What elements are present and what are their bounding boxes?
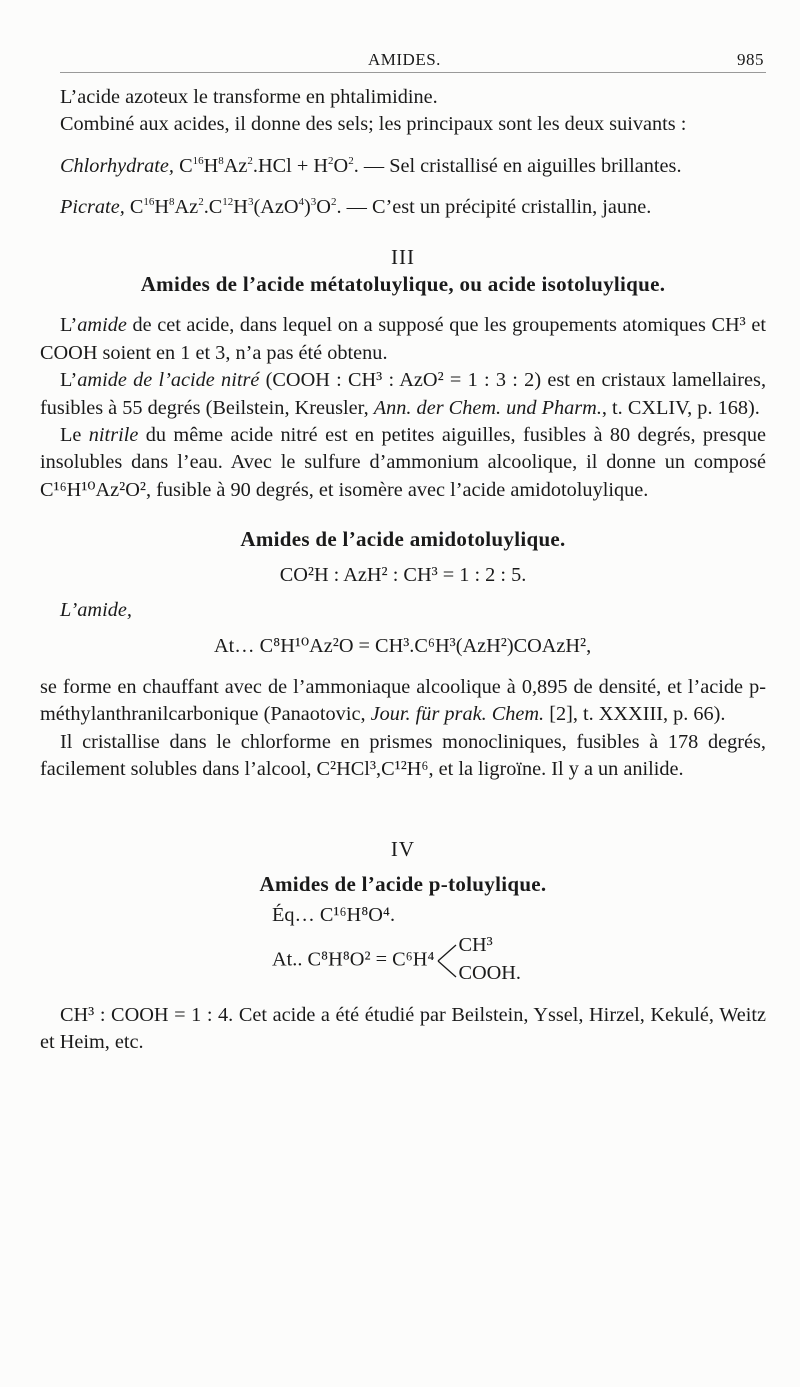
section-heading-metatoluylique: Amides de l’acide métatoluylique, ou acide isotoluylique.	[140, 272, 666, 297]
picrate-formula: $C^{16}H^8Az^2.C^{12}H^3(AzO^4)^3O^2$.	[129, 196, 342, 219]
page-number: 985	[737, 50, 764, 69]
branch-bottom-group: COOH.	[458, 961, 521, 984]
running-title: AMIDES.	[368, 50, 441, 69]
paragraph-nitrile: Le nitrile du même acide nitré est en petites aiguilles, fusibles à 80 degrés, presque insolubles dans l’eau. Avec le sulfure d’ammonium alcoolique, il donne un composé C¹⁶H¹⁰Az²O², fusible à 90 degrés, et isomère avec l’acide amidotoluylique.	[40, 424, 766, 501]
paragraph-cristallise: Il cristallise dans le chlorforme en prismes monocliniques, fusibles à 178 degrés, facilement solubles dans l’alcool, C²HCl³,C¹²H⁶, et la ligroïne. Il y a un anilide.	[40, 730, 766, 781]
page-header	[0, 50, 800, 74]
paragraph-se-forme	[40, 674, 766, 729]
toluyl-eq-formula: Éq… C¹⁶H⁸O⁴.	[272, 904, 396, 927]
amide-nitre-text: (COOH : CH³ : AzO² = 1 : 3 : 2) est en cristaux lamellaires, fusibles à 55 degrés (Beilstein, Kreusler,	[40, 369, 767, 419]
paragraph-amide-nitre: L’amide de l’acide nitré (COOH : CH³ : AzO² = 1 : 3 : 2) est en cristaux lamellaires, fusibles à 55 degrés (Beilstein, Kreusler, Ann. der Chem. und Pharm., t. CXLIV, p. 168).	[40, 369, 767, 419]
amide-at-formula: At… C⁸H¹⁰Az²O = CH³.C⁶H³(AzH²)COAzH²,	[214, 634, 592, 657]
se-forme-tail: [2], t. XXXIII, p. 66).	[549, 703, 726, 726]
picrate-text: — C’est un précipité cristallin, jaune.	[346, 196, 652, 219]
nitrile-word: nitrile	[88, 424, 139, 447]
se-forme-journal: Jour. für prak. Chem.	[370, 703, 545, 726]
paragraph-sels: Combiné aux acides, il donne des sels; les principaux sont les deux suivants :	[60, 113, 687, 136]
section-heading-p-toluylique: Amides de l’acide p-toluylique.	[259, 871, 547, 896]
amide-meta-text: de cet acide, dans lequel on a supposé que les groupements atomiques CH³ et COOH soient en 1 et 3, n’a pas été obtenu.	[40, 314, 766, 364]
header-rule	[60, 72, 766, 73]
paragraph-amide-meta: L’amide de cet acide, dans lequel on a supposé que les groupements atomiques CH³ et COOH soient en 1 et 3, n’a pas été obtenu.	[40, 314, 766, 364]
paragraph-chlorhydrate	[40, 153, 766, 180]
nitre-ref-tail: , t. CXLIV, p. 168).	[601, 396, 760, 419]
section-number-iv: IV	[390, 836, 416, 861]
page-body	[40, 84, 766, 1057]
amide-word: amide	[77, 314, 127, 337]
paragraph-picrate	[40, 194, 766, 221]
chlorhydrate-label: Chlorhydrate,	[60, 154, 174, 177]
amide-label: L’amide,	[60, 599, 132, 622]
chlorhydrate-formula: $C^{16}H^8Az^2.HCl + H^2O^2$.	[179, 154, 359, 177]
amide-nitre-label: amide de l’acide nitré	[77, 369, 260, 392]
nitre-journal: Ann. der Chem. und Pharm.	[373, 396, 602, 419]
paragraph-p-toluylique: CH³ : COOH = 1 : 4. Cet acide a été étudié par Beilstein, Yssel, Hirzel, Kekulé, Weitz et Heim, etc.	[40, 1003, 766, 1054]
branch-top-group: CH³	[458, 933, 493, 956]
se-forme-text: se forme en chauffant avec de l’ammoniaque alcoolique à 0,895 de densité, et l’acide p-méthylanthranilcarbonique (Panaotovic,	[40, 675, 766, 726]
subsection-heading-amidotoluylique: Amides de l’acide amidotoluylique.	[240, 527, 566, 552]
toluyl-at-prefix: At.. C⁸H⁸O² = C⁶H⁴	[272, 948, 435, 971]
toluyl-at-formula	[40, 934, 766, 988]
amidotoluylique-formula: CO²H : AzH² : CH³ = 1 : 2 : 5.	[279, 563, 527, 586]
branch-structure	[436, 933, 521, 988]
branch-lines-icon	[436, 934, 460, 988]
paragraph-phtalimidine: L’acide azoteux le transforme en phtalimidine.	[60, 86, 438, 108]
chlorhydrate-text: — Sel cristallisé en aiguilles brillantes.	[363, 154, 682, 177]
section-number-iii: III	[391, 244, 415, 269]
nitrile-text: du même acide nitré est en petites aiguilles, fusibles à 80 degrés, presque insolubles dans l’eau. Avec le sulfure d’ammonium alcoolique, il donne un composé C¹⁶H¹⁰Az²O², fusible à 90 degrés, et isomère avec l’acide amidotoluylique.	[40, 424, 766, 501]
picrate-label: Picrate,	[60, 196, 125, 219]
